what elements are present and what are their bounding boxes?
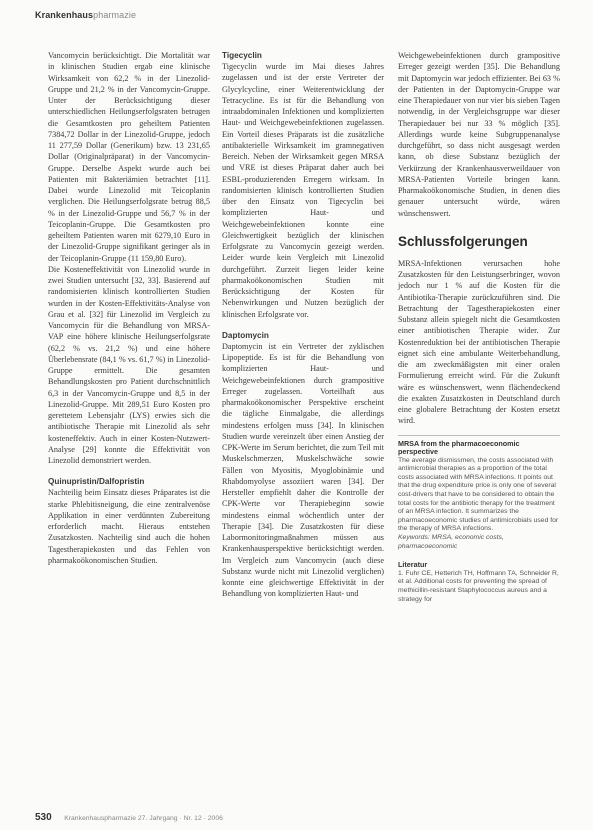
column-2 [222,50,384,600]
paragraph: Tigecyclin wurde im Mai dieses Jahres zugelassen und ist der erste Vertreter der Glycylcycline, einer Weiterentwicklung der Tetracycline. Es ist für die Behandlung von intraabdominalen Infektionen und komplizierten Haut- und Weichgewebeinfektionen zugelassen. Ein Vorteil dieses Präparats ist die zusätzliche antibakterielle Wirksamkeit im gramnegativen Bereich. Neben der Wirksamkeit gegen MRSA und VRE ist dieses Präparat daher auch bei ESBL-produzierenden Erregern wirksam. In randomisierten klinisch kontrollierten Studien über den Einsatz von Tigecyclin bei komplizierten Haut- und Weichgewebeinfektionen konnte eine Gleichwertigkeit bezüglich der klinischen Erfolgsrate zu Vancomycin gezeigt werden. Leider wurde kein Vergleich mit Linezolid durchgeführt. Zurzeit liegen leider keine pharmakoökonomischen Studien mit Berücksichtigung der Kosten für Nebenwirkungen und Nutzen bezüglich der klinischen Erfolgsrate vor. [222,62,384,319]
paragraph: MRSA-Infektionen verursachen hohe Zusatzkosten für den Leistungserbringer, wovon jedoch nur 1 % auf die Kosten für die Antibiotika-Therapie zurückzuführen sind. Die Betrachtung der Tagestherapiekosten einer Substanz allein spiegelt nicht die Gesamtkosten einer antibiotischen Therapie wider. Zur Kostenreduktion bei der antibiotischen Therapie eignet sich eine ambulante Weiterbehandlung, die am zweckmäßigsten mit einer oralen Formulierung erreicht wird. Für die Zukunft wäre es wünschenswert, wenn flächendeckend die exakten Zusatzkosten in Deutschland durch eine globalere Betrachtung der Kosten ersetzt wird. [398,258,560,426]
section-heading-tigecyclin: Tigecyclin [222,51,262,60]
header-brand: Krankenhaus [35,10,94,20]
literature-section [398,561,560,604]
paragraph: Vancomycin berücksichtigt. Die Mortalität war in klinischen Studien ergab eine klinische Wirksamkeit von 62,2 % in der Linezolid-Gruppe und 21,2 % in der Vancomycin-Gruppe. Unter der Berücksichtigung dieser unterschiedlichen Heilungserfolgsraten betrugen die Gesamtkosten pro geheiltem Patienten 7384,72 Dollar in der Linezolid-Gruppe, jedoch 11 277,59 Dollar (Generikum) bzw. 13 231,65 Dollar (Originalpräparat) in der Vancomycin-Gruppe. Derselbe Aspekt wurde auch bei Patienten mit Bakteriämien betrachtet [11]. Dabei wurde Linezolid mit Teicoplanin verglichen. Die Heilungserfolgsrate betrug 88,5 % in der Linezolid-Gruppe und 56,7 % in der Teicoplanin-Gruppe. Die Gesamtkosten pro geheiltem Patienten waren mit 6279,10 Euro in der Linezolid-Gruppe signifikant geringer als in der Teicoplanin-Gruppe (11 159,80 Euro). [48,51,210,263]
section-heading-daptomycin: Daptomycin [222,330,269,340]
abstract-keywords: Keywords: MRSA, economic costs, pharmacoeconomic [398,534,504,550]
english-abstract-box [398,435,560,552]
column-3 [398,50,560,604]
literature-entry: 1. Fuhr CE, Hetterich TH, Hoffmann TA, Schneider R, et al. Additional costs for preventing the spread of methicillin-resistant Staphylococcus aureus and a strategy for [398,569,559,603]
paragraph: Die Kosteneffektivität von Linezolid wurde in zwei Studien untersucht [32, 33]. Basierend auf randomisierten klinisch kontrollierten Studien wurden in der Kosten-Effektivitäts-Analyse von Grau et al. [32] für Linezolid im Vergleich zu Vancomycin für die Behandlung von MRSA-VAP eine höhere klinische Heilungserfolgsrate (62,2 % vs. 21,2 %) und eine höhere Überlebensrate (84,1 % vs. 61,7 %) in Linezolid-Gruppe ermittelt. Die gesamten Behandlungskosten pro Patient durchschnittlich 6,3 in der Vancomycin-Gruppe und 8,5 in der Linezolid-Gruppe. Mit 289,51 Euro Kosten pro gerettetem Lebensjahr (LYS) erwies sich die antibiotische Therapie mit Linezolid als sehr kosteneffektiv. Auch in einer Kosten-Nutzwert-Analyse [29] konnte die Effektivität von Linezolid demonstriert werden. [48,264,210,465]
journal-citation: Krankenhauspharmazie 27. Jahrgang · Nr. 12 · 2006 [64,815,223,822]
abstract-title: MRSA from the pharmacoeconomic perspective [398,438,520,457]
paragraph: Weichgewebeinfektionen durch grampositive Erreger gezeigt werden [35]. Die Behandlung mit Daptomycin war jedoch effizienter. Bei 63 % der Patienten in der Daptomycin-Gruppe war eine Therapiedauer von nur vier bis sieben Tagen notwendig, in der Vergleichsgruppe war dieser Therapiedauer bei nur 33 % möglich [35]. Allerdings wurde keine Subgruppenanalyse durchgeführt, so dass nicht ausgesagt werden kann, ob diese Substanz bezüglich der Verkürzung der Krankenhausverweildauer von MRSA-Patienten Vorteile bringen kann. Pharmakoökonomische Studien, in denen dies genauer untersucht würde, wären wünschenswert. [398,51,560,218]
column-1 [48,50,210,566]
section-heading-schlussfolgerungen: Schlussfolgerungen [398,233,528,249]
paragraph: Nachteilig beim Einsatz dieses Präparates ist die starke Phlebitisneigung, die eine zentralvenöse Applikation in einer verdünnten Zubereitung erforderlich macht. Hieraus entstehen Zusatzkosten. Nachteilig sind auch die hohen Tagestherapiekosten und das Fehlen von pharmakoökonomischen Studien. [48,488,210,565]
header-section: pharmazie [93,10,137,20]
page-footer [35,812,223,823]
running-header [35,10,136,20]
section-heading-quinupristin: Quinupristin/Dalfopristin [48,477,145,487]
literature-title: Literatur [398,560,428,570]
paragraph: Daptomycin ist ein Vertreter der zyklischen Lipopeptide. Es ist für die Behandlung von komplizierten Haut- und Weichgewebeinfektionen durch grampositive Erreger zugelassen. Vorteilhaft aus pharmakoökonomischer Perspektive erscheint die tägliche Einmalgabe, die allerdings mindestens erfolgen muss [34]. In klinischen Studien wurde vereinzelt über einen Anstieg der CPK-Werte im Serum berichtet, die zum Teil mit Muskelschmerzen, Muskelschwäche sowie Fällen von Myositis, Myoglobinämie und Rhabdomyolyse assoziiert waren [34]. Der Hersteller empfiehlt daher die Kontrolle der CPK-Werte vor Therapiebeginn sowie mindestens einmal wöchentlich unter der Therapie [34]. Die Zusatzkosten für diese Labormonitoringmaßnahmen müssen aus Krankenhausperspektive berücksichtigt werden. Im Vergleich zum Vancomycin (auch diese Substanz wurde nicht mit Linezolid verglichen) konnte eine gleichwertige Effektivität in der Behandlung von komplizierten Haut- und [222,341,384,599]
page-number: 530 [35,812,52,823]
abstract-text: The average dismissmen, the costs associated with antimicrobial therapies as a proportion of the total costs associated with MRSA infections. It points out that the drug expenditure price is only one of several cost-drivers that have to be considered to obtain the total costs for the antibiotic therapy for the treatment of an MRSA infection. It summarizes the pharmacoeconomic studies of antimicrobials used for the therapy of MRSA infections. [398,456,559,533]
